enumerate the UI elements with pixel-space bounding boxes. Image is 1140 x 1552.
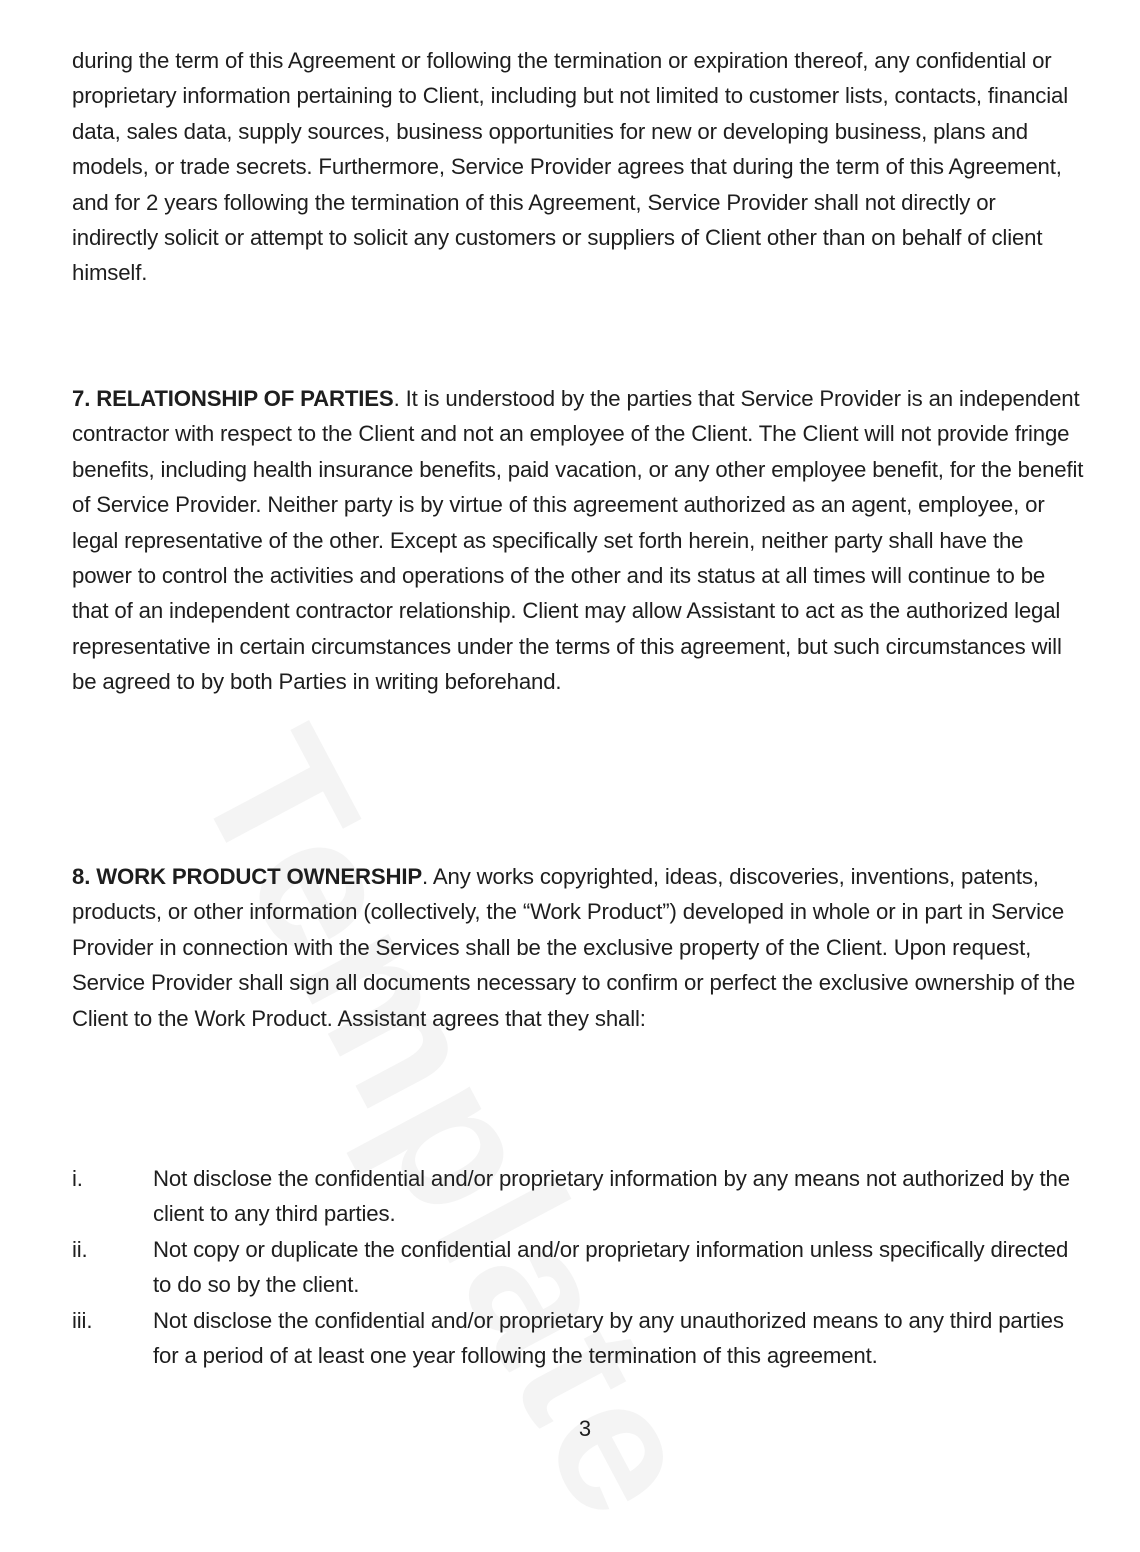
list-item-text: Not disclose the confidential and/or proprietary by any unauthorized means to any third parties for a period of at least one year following the termination of this agreement. <box>153 1307 1064 1369</box>
intro-paragraph: during the term of this Agreement or following the termination or expiration thereof, any confidential or proprietary information pertaining to Client, including but not limited to customer lists, contacts, financial data, sales data, supply sources, business opportunities for new or developing business, plans and models, or trade secrets. Furthermore, Service Provider agrees that during the term of this Agreement, and for 2 years following the termination of this Agreement, Service Provider shall not directly or indirectly solicit or attempt to solicit any customers or suppliers of Client other than on behalf of client himself. <box>72 48 1068 286</box>
list-item-text: Not disclose the confidential and/or proprietary information by any means not authorized by the client to any third parties. <box>153 1166 1070 1227</box>
obligations-list <box>72 1161 1084 1373</box>
list-item <box>72 1161 1084 1232</box>
section-7-number: 7. <box>72 386 91 411</box>
section-8-number: 8. <box>72 864 91 889</box>
list-item <box>72 1232 1084 1303</box>
page-number: 3 <box>578 1416 592 1441</box>
section-7-title: RELATIONSHIP OF PARTIES <box>96 386 394 411</box>
list-marker: i. <box>72 1166 83 1191</box>
section-8-title: WORK PRODUCT OWNERSHIP <box>96 864 423 889</box>
section-8-body: . Any works copyrighted, ideas, discoveries, inventions, patents, products, or other information (collectively, the “Work Product”) developed in whole or in part in Service Provider in connection with the Services shall be the exclusive property of the Client. Upon request, Service Provider shall sign all documents necessary to confirm or perfect the exclusive ownership of the Client to the Work Product. Assistant agrees that they shall: <box>72 864 1076 1031</box>
list-item-text: Not copy or duplicate the confidential and/or proprietary information unless specifically directed to do so by the client. <box>153 1236 1069 1298</box>
section-8-work-product-ownership <box>72 859 1084 1036</box>
section-7-body: . It is understood by the parties that Service Provider is an independent contractor with respect to the Client and not an employee of the Client. The Client will not provide fringe benefits, including health insurance benefits, paid vacation, or any other employee benefit, for the benefit of Service Provider. Neither party is by virtue of this agreement authorized as an agent, employee, or legal representative of the other. Except as specifically set forth herein, neither party shall have the power to control the activities and operations of the other and its status at all times will continue to be that of an independent contractor relationship. Client may allow Assistant to act as the authorized legal representative in certain circumstances under the terms of this agreement, but such circumstances will be agreed to by both Parties in writing beforehand. <box>72 386 1084 695</box>
list-item <box>72 1303 1084 1374</box>
list-marker: iii. <box>72 1307 93 1333</box>
section-7-relationship-of-parties <box>72 381 1084 700</box>
list-marker: ii. <box>72 1236 88 1262</box>
